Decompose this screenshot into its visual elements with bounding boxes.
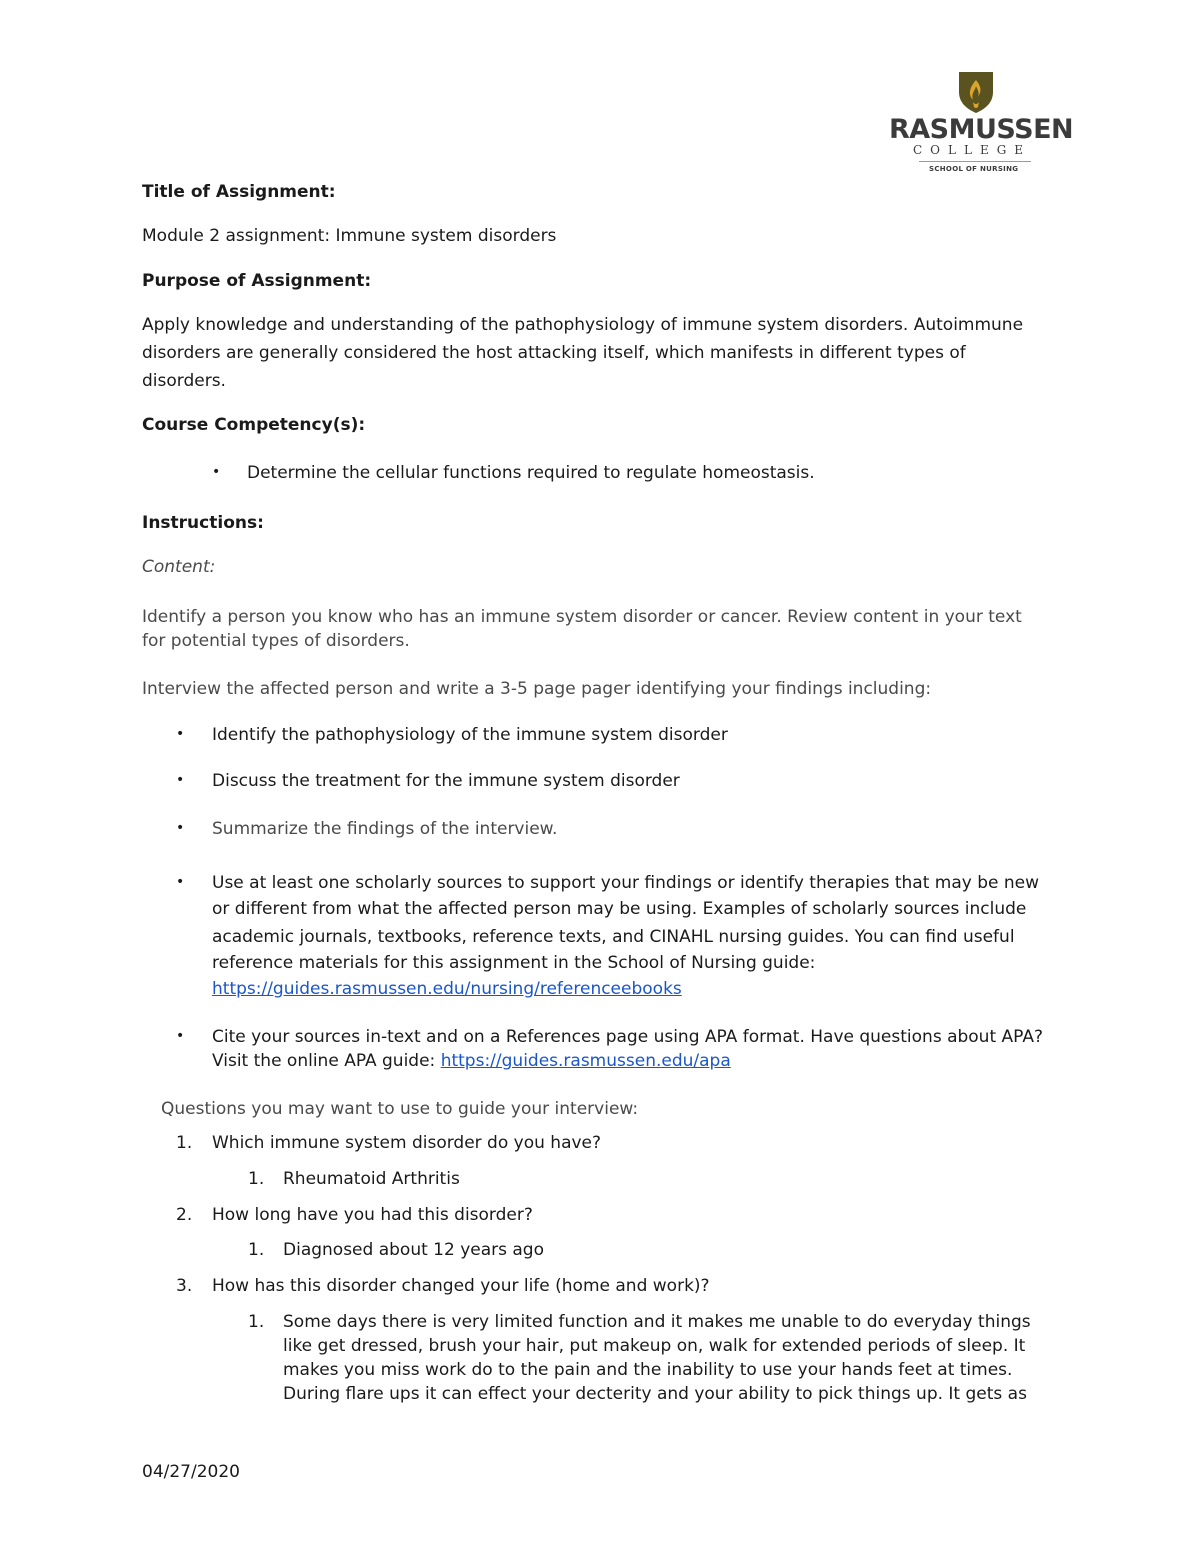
purpose-line: Apply knowledge and understanding of the pathophysiology of immune system disorders. Autoimmune <box>142 315 1024 335</box>
shield-flame-icon <box>957 70 995 114</box>
bullet-icon: • <box>176 820 185 836</box>
title-heading: Title of Assignment: <box>142 182 336 202</box>
answer-number: 1. <box>248 1169 265 1189</box>
answer-text: Rheumatoid Arthritis <box>283 1169 460 1189</box>
content-paragraph-line: for potential types of disorders. <box>142 631 410 651</box>
rasmussen-logo <box>885 70 1074 180</box>
purpose-line: disorders. <box>142 371 226 391</box>
competency-item: Determine the cellular functions required to regulate homeostasis. <box>247 463 815 483</box>
questions-intro: Questions you may want to use to guide your interview: <box>161 1099 639 1119</box>
purpose-line: disorders are generally considered the host attacking itself, which manifests in different types of <box>142 343 966 363</box>
finding-item: Identify the pathophysiology of the immune system disorder <box>212 725 728 745</box>
bullet-icon: • <box>176 1028 185 1044</box>
logo-school: SCHOOL OF NURSING <box>929 165 1019 173</box>
question-number: 1. <box>176 1133 193 1153</box>
cite-line <box>212 1047 731 1075</box>
question-text: Which immune system disorder do you have? <box>212 1133 602 1153</box>
content-paragraph-line: Identify a person you know who has an immune system disorder or cancer. Review content in your text <box>142 607 1022 627</box>
reference-guide-link[interactable]: https://guides.rasmussen.edu/nursing/referenceebooks <box>212 979 682 999</box>
sources-line: Use at least one scholarly sources to support your findings or identify therapies that may be new <box>212 873 1039 893</box>
finding-item: Summarize the findings of the interview. <box>212 819 558 839</box>
sources-line: or different from what the affected person may be using. Examples of scholarly sources include <box>212 899 1027 919</box>
answer-text: Diagnosed about 12 years ago <box>283 1240 544 1260</box>
question-number: 3. <box>176 1276 193 1296</box>
bullet-icon: • <box>176 772 185 788</box>
bullet-icon: • <box>176 726 185 742</box>
cite-line-prefix: Visit the online APA guide: <box>212 1051 441 1071</box>
instructions-heading: Instructions: <box>142 513 264 533</box>
finding-item: Discuss the treatment for the immune system disorder <box>212 771 680 791</box>
title-value: Module 2 assignment: Immune system disorders <box>142 226 557 246</box>
answer-text: Some days there is very limited function and it makes me unable to do everyday things <box>283 1312 1031 1332</box>
question-number: 2. <box>176 1205 193 1225</box>
sources-line: reference materials for this assignment in the School of Nursing guide: <box>212 953 816 973</box>
competency-heading: Course Competency(s): <box>142 415 366 435</box>
answer-text: During flare ups it can effect your decterity and your ability to pick things up. It gets as <box>283 1384 1027 1404</box>
question-text: How long have you had this disorder? <box>212 1205 533 1225</box>
logo-wordmark: RASMUSSEN <box>889 114 1074 145</box>
cite-line: Cite your sources in-text and on a References page using APA format. Have questions about APA? <box>212 1027 1043 1047</box>
answer-text: makes you miss work do to the pain and the inability to use your hands feet at times. <box>283 1360 1013 1380</box>
answer-number: 1. <box>248 1312 265 1332</box>
sources-line: academic journals, textbooks, reference texts, and CINAHL nursing guides. You can find useful <box>212 927 1015 947</box>
apa-guide-link[interactable]: https://guides.rasmussen.edu/apa <box>440 1051 731 1071</box>
bullet-icon: • <box>176 874 185 890</box>
content-label: Content: <box>142 557 216 577</box>
logo-college: COLLEGE <box>913 143 1032 157</box>
purpose-heading: Purpose of Assignment: <box>142 271 372 291</box>
answer-number: 1. <box>248 1240 265 1260</box>
footer-date: 04/27/2020 <box>142 1462 240 1482</box>
content-paragraph-2: Interview the affected person and write a 3-5 page pager identifying your findings including: <box>142 679 932 699</box>
bullet-icon: • <box>212 464 221 480</box>
question-text: How has this disorder changed your life (home and work)? <box>212 1276 710 1296</box>
answer-text: like get dressed, brush your hair, put makeup on, walk for extended periods of sleep. It <box>283 1336 1026 1356</box>
logo-divider <box>919 161 1031 162</box>
